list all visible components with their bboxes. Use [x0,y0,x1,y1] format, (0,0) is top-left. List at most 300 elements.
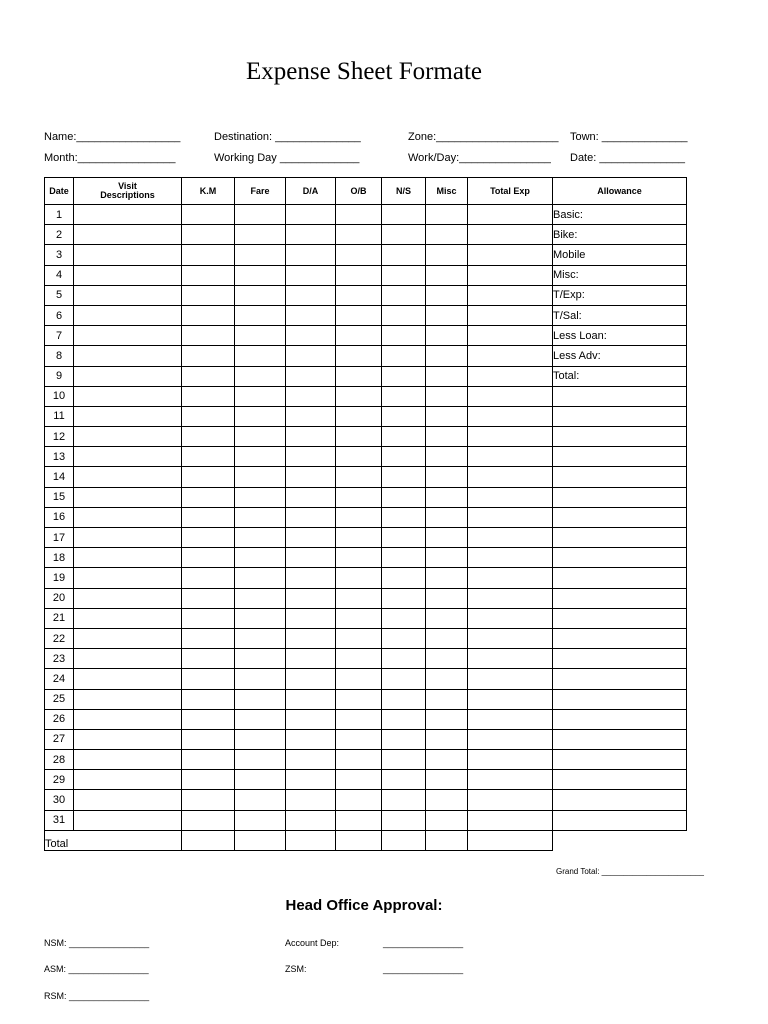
km-cell[interactable] [182,305,235,325]
ob-cell[interactable] [336,467,382,487]
da-cell[interactable] [286,628,336,648]
fare-cell[interactable] [235,810,286,830]
km-cell[interactable] [182,628,235,648]
visit-cell[interactable] [74,406,182,426]
fare-cell[interactable] [235,487,286,507]
fare-cell[interactable] [235,285,286,305]
ns-cell[interactable] [382,750,426,770]
ns-cell[interactable] [382,810,426,830]
allowance-label-cell[interactable]: Total: [553,366,687,386]
fare-cell[interactable] [235,608,286,628]
destination-field[interactable]: Destination: ______________ [214,131,361,143]
visit-cell[interactable] [74,346,182,366]
total-exp-cell[interactable] [468,810,553,830]
total-ns-cell[interactable] [382,830,426,850]
allowance-label-cell[interactable]: Less Loan: [553,326,687,346]
misc-cell[interactable] [426,427,468,447]
misc-cell[interactable] [426,386,468,406]
da-cell[interactable] [286,285,336,305]
da-cell[interactable] [286,427,336,447]
total-exp-cell[interactable] [468,265,553,285]
misc-cell[interactable] [426,568,468,588]
total-total-exp-cell[interactable] [468,830,553,850]
da-cell[interactable] [286,790,336,810]
fare-cell[interactable] [235,386,286,406]
da-cell[interactable] [286,770,336,790]
da-cell[interactable] [286,265,336,285]
work-day-field[interactable]: Work/Day:_______________ [408,152,551,164]
rsm-signature-field[interactable]: RSM: ________________ [44,991,150,1001]
fare-cell[interactable] [235,447,286,467]
ns-cell[interactable] [382,608,426,628]
ob-cell[interactable] [336,487,382,507]
ns-cell[interactable] [382,305,426,325]
km-cell[interactable] [182,427,235,447]
visit-cell[interactable] [74,225,182,245]
visit-cell[interactable] [74,608,182,628]
allowance-cell[interactable] [553,709,687,729]
zone-field[interactable]: Zone:____________________ [408,131,559,143]
misc-cell[interactable] [426,628,468,648]
misc-cell[interactable] [426,689,468,709]
total-exp-cell[interactable] [468,205,553,225]
km-cell[interactable] [182,709,235,729]
ob-cell[interactable] [336,790,382,810]
total-exp-cell[interactable] [468,326,553,346]
allowance-label-cell[interactable]: Less Adv: [553,346,687,366]
ns-cell[interactable] [382,568,426,588]
km-cell[interactable] [182,770,235,790]
name-field[interactable]: Name:_________________ [44,131,181,143]
ns-cell[interactable] [382,628,426,648]
total-exp-cell[interactable] [468,588,553,608]
km-cell[interactable] [182,487,235,507]
fare-cell[interactable] [235,568,286,588]
ob-cell[interactable] [336,507,382,527]
misc-cell[interactable] [426,790,468,810]
ob-cell[interactable] [336,770,382,790]
da-cell[interactable] [286,447,336,467]
fare-cell[interactable] [235,346,286,366]
da-cell[interactable] [286,406,336,426]
km-cell[interactable] [182,447,235,467]
km-cell[interactable] [182,507,235,527]
visit-cell[interactable] [74,810,182,830]
misc-cell[interactable] [426,729,468,749]
fare-cell[interactable] [235,305,286,325]
allowance-label-cell[interactable]: Misc: [553,265,687,285]
ns-cell[interactable] [382,790,426,810]
da-cell[interactable] [286,366,336,386]
da-cell[interactable] [286,467,336,487]
km-cell[interactable] [182,649,235,669]
visit-cell[interactable] [74,669,182,689]
total-km-cell[interactable] [182,830,235,850]
km-cell[interactable] [182,265,235,285]
ns-cell[interactable] [382,326,426,346]
allowance-cell[interactable] [553,628,687,648]
visit-cell[interactable] [74,628,182,648]
total-exp-cell[interactable] [468,467,553,487]
ns-cell[interactable] [382,649,426,669]
km-cell[interactable] [182,366,235,386]
total-exp-cell[interactable] [468,427,553,447]
da-cell[interactable] [286,225,336,245]
km-cell[interactable] [182,750,235,770]
fare-cell[interactable] [235,770,286,790]
da-cell[interactable] [286,810,336,830]
total-exp-cell[interactable] [468,649,553,669]
total-exp-cell[interactable] [468,729,553,749]
km-cell[interactable] [182,346,235,366]
ob-cell[interactable] [336,689,382,709]
visit-cell[interactable] [74,285,182,305]
ob-cell[interactable] [336,447,382,467]
ob-cell[interactable] [336,608,382,628]
ns-cell[interactable] [382,225,426,245]
total-exp-cell[interactable] [468,225,553,245]
ob-cell[interactable] [336,305,382,325]
ob-cell[interactable] [336,386,382,406]
km-cell[interactable] [182,689,235,709]
ob-cell[interactable] [336,326,382,346]
ns-cell[interactable] [382,689,426,709]
allowance-cell[interactable] [553,548,687,568]
km-cell[interactable] [182,245,235,265]
da-cell[interactable] [286,305,336,325]
misc-cell[interactable] [426,447,468,467]
ns-cell[interactable] [382,487,426,507]
fare-cell[interactable] [235,669,286,689]
ns-cell[interactable] [382,548,426,568]
fare-cell[interactable] [235,689,286,709]
ns-cell[interactable] [382,285,426,305]
allowance-cell[interactable] [553,729,687,749]
ns-cell[interactable] [382,406,426,426]
km-cell[interactable] [182,285,235,305]
fare-cell[interactable] [235,528,286,548]
ns-cell[interactable] [382,265,426,285]
allowance-cell[interactable] [553,528,687,548]
misc-cell[interactable] [426,770,468,790]
km-cell[interactable] [182,406,235,426]
visit-cell[interactable] [74,366,182,386]
da-cell[interactable] [286,709,336,729]
total-misc-cell[interactable] [426,830,468,850]
ob-cell[interactable] [336,225,382,245]
ns-cell[interactable] [382,669,426,689]
total-da-cell[interactable] [286,830,336,850]
da-cell[interactable] [286,588,336,608]
visit-cell[interactable] [74,588,182,608]
visit-cell[interactable] [74,386,182,406]
total-exp-cell[interactable] [468,548,553,568]
fare-cell[interactable] [235,588,286,608]
visit-cell[interactable] [74,326,182,346]
total-exp-cell[interactable] [468,366,553,386]
allowance-cell[interactable] [553,406,687,426]
km-cell[interactable] [182,608,235,628]
da-cell[interactable] [286,548,336,568]
total-exp-cell[interactable] [468,386,553,406]
fare-cell[interactable] [235,406,286,426]
fare-cell[interactable] [235,326,286,346]
fare-cell[interactable] [235,507,286,527]
total-exp-cell[interactable] [468,507,553,527]
fare-cell[interactable] [235,709,286,729]
fare-cell[interactable] [235,245,286,265]
ns-cell[interactable] [382,205,426,225]
fare-cell[interactable] [235,225,286,245]
km-cell[interactable] [182,588,235,608]
ns-cell[interactable] [382,366,426,386]
visit-cell[interactable] [74,205,182,225]
da-cell[interactable] [286,669,336,689]
allowance-cell[interactable] [553,568,687,588]
ns-cell[interactable] [382,709,426,729]
allowance-label-cell[interactable]: T/Exp: [553,285,687,305]
fare-cell[interactable] [235,366,286,386]
allowance-cell[interactable] [553,467,687,487]
date-field[interactable]: Date: ______________ [570,152,685,164]
ob-cell[interactable] [336,709,382,729]
total-exp-cell[interactable] [468,285,553,305]
zsm-signature-line[interactable]: ________________ [383,964,464,974]
visit-cell[interactable] [74,427,182,447]
allowance-cell[interactable] [553,608,687,628]
misc-cell[interactable] [426,588,468,608]
da-cell[interactable] [286,326,336,346]
ob-cell[interactable] [336,588,382,608]
da-cell[interactable] [286,487,336,507]
ns-cell[interactable] [382,245,426,265]
ns-cell[interactable] [382,770,426,790]
total-exp-cell[interactable] [468,628,553,648]
da-cell[interactable] [286,386,336,406]
ns-cell[interactable] [382,588,426,608]
grand-total-field[interactable]: Grand Total: _______________________ [556,867,704,876]
allowance-cell[interactable] [553,649,687,669]
ob-cell[interactable] [336,548,382,568]
ns-cell[interactable] [382,427,426,447]
misc-cell[interactable] [426,608,468,628]
allowance-cell[interactable] [553,689,687,709]
da-cell[interactable] [286,568,336,588]
misc-cell[interactable] [426,346,468,366]
ob-cell[interactable] [336,245,382,265]
fare-cell[interactable] [235,205,286,225]
ob-cell[interactable] [336,406,382,426]
da-cell[interactable] [286,608,336,628]
visit-cell[interactable] [74,265,182,285]
km-cell[interactable] [182,326,235,346]
allowance-cell[interactable] [553,669,687,689]
fare-cell[interactable] [235,265,286,285]
ns-cell[interactable] [382,447,426,467]
allowance-cell[interactable] [553,810,687,830]
ns-cell[interactable] [382,386,426,406]
allowance-label-cell[interactable]: Basic: [553,205,687,225]
km-cell[interactable] [182,790,235,810]
visit-cell[interactable] [74,245,182,265]
misc-cell[interactable] [426,406,468,426]
misc-cell[interactable] [426,810,468,830]
ob-cell[interactable] [336,427,382,447]
km-cell[interactable] [182,225,235,245]
total-exp-cell[interactable] [468,406,553,426]
ob-cell[interactable] [336,750,382,770]
visit-cell[interactable] [74,689,182,709]
allowance-cell[interactable] [553,750,687,770]
total-exp-cell[interactable] [468,770,553,790]
ob-cell[interactable] [336,528,382,548]
misc-cell[interactable] [426,709,468,729]
allowance-cell[interactable] [553,790,687,810]
visit-cell[interactable] [74,467,182,487]
misc-cell[interactable] [426,528,468,548]
fare-cell[interactable] [235,548,286,568]
visit-cell[interactable] [74,790,182,810]
misc-cell[interactable] [426,669,468,689]
visit-cell[interactable] [74,709,182,729]
visit-cell[interactable] [74,305,182,325]
misc-cell[interactable] [426,467,468,487]
km-cell[interactable] [182,386,235,406]
ob-cell[interactable] [336,346,382,366]
ob-cell[interactable] [336,366,382,386]
ob-cell[interactable] [336,649,382,669]
month-field[interactable]: Month:________________ [44,152,176,164]
km-cell[interactable] [182,729,235,749]
da-cell[interactable] [286,205,336,225]
fare-cell[interactable] [235,790,286,810]
da-cell[interactable] [286,689,336,709]
total-exp-cell[interactable] [468,689,553,709]
total-exp-cell[interactable] [468,245,553,265]
ns-cell[interactable] [382,528,426,548]
ob-cell[interactable] [336,265,382,285]
visit-cell[interactable] [74,750,182,770]
fare-cell[interactable] [235,427,286,447]
ob-cell[interactable] [336,810,382,830]
allowance-label-cell[interactable]: Mobile [553,245,687,265]
fare-cell[interactable] [235,628,286,648]
visit-cell[interactable] [74,770,182,790]
allowance-cell[interactable] [553,588,687,608]
ob-cell[interactable] [336,205,382,225]
da-cell[interactable] [286,346,336,366]
fare-cell[interactable] [235,750,286,770]
km-cell[interactable] [182,528,235,548]
fare-cell[interactable] [235,467,286,487]
visit-cell[interactable] [74,528,182,548]
misc-cell[interactable] [426,507,468,527]
total-exp-cell[interactable] [468,305,553,325]
km-cell[interactable] [182,810,235,830]
misc-cell[interactable] [426,366,468,386]
nsm-signature-field[interactable]: NSM: ________________ [44,938,150,948]
fare-cell[interactable] [235,729,286,749]
total-exp-cell[interactable] [468,669,553,689]
ns-cell[interactable] [382,507,426,527]
misc-cell[interactable] [426,285,468,305]
da-cell[interactable] [286,649,336,669]
total-exp-cell[interactable] [468,750,553,770]
misc-cell[interactable] [426,225,468,245]
total-exp-cell[interactable] [468,790,553,810]
ns-cell[interactable] [382,467,426,487]
visit-cell[interactable] [74,487,182,507]
misc-cell[interactable] [426,750,468,770]
allowance-label-cell[interactable]: T/Sal: [553,305,687,325]
total-exp-cell[interactable] [468,568,553,588]
km-cell[interactable] [182,467,235,487]
ob-cell[interactable] [336,628,382,648]
km-cell[interactable] [182,568,235,588]
total-exp-cell[interactable] [468,528,553,548]
km-cell[interactable] [182,669,235,689]
misc-cell[interactable] [426,548,468,568]
misc-cell[interactable] [426,326,468,346]
allowance-cell[interactable] [553,507,687,527]
allowance-cell[interactable] [553,447,687,467]
allowance-cell[interactable] [553,427,687,447]
ns-cell[interactable] [382,729,426,749]
total-exp-cell[interactable] [468,487,553,507]
misc-cell[interactable] [426,305,468,325]
total-exp-cell[interactable] [468,346,553,366]
allowance-cell[interactable] [553,487,687,507]
da-cell[interactable] [286,750,336,770]
total-exp-cell[interactable] [468,709,553,729]
visit-cell[interactable] [74,649,182,669]
total-fare-cell[interactable] [235,830,286,850]
ob-cell[interactable] [336,568,382,588]
da-cell[interactable] [286,729,336,749]
fare-cell[interactable] [235,649,286,669]
da-cell[interactable] [286,245,336,265]
asm-signature-field[interactable]: ASM: ________________ [44,964,149,974]
da-cell[interactable] [286,528,336,548]
ob-cell[interactable] [336,729,382,749]
total-exp-cell[interactable] [468,608,553,628]
km-cell[interactable] [182,548,235,568]
total-ob-cell[interactable] [336,830,382,850]
working-day-field[interactable]: Working Day _____________ [214,152,360,164]
misc-cell[interactable] [426,649,468,669]
ob-cell[interactable] [336,285,382,305]
misc-cell[interactable] [426,265,468,285]
misc-cell[interactable] [426,205,468,225]
da-cell[interactable] [286,507,336,527]
visit-cell[interactable] [74,507,182,527]
town-field[interactable]: Town: ______________ [570,131,688,143]
misc-cell[interactable] [426,487,468,507]
account-dep-signature-line[interactable]: ________________ [383,938,464,948]
km-cell[interactable] [182,205,235,225]
visit-cell[interactable] [74,548,182,568]
visit-cell[interactable] [74,729,182,749]
ns-cell[interactable] [382,346,426,366]
visit-cell[interactable] [74,447,182,467]
allowance-cell[interactable] [553,770,687,790]
total-exp-cell[interactable] [468,447,553,467]
visit-cell[interactable] [74,568,182,588]
allowance-cell[interactable] [553,386,687,406]
allowance-label-cell[interactable]: Bike: [553,225,687,245]
misc-cell[interactable] [426,245,468,265]
ob-cell[interactable] [336,669,382,689]
